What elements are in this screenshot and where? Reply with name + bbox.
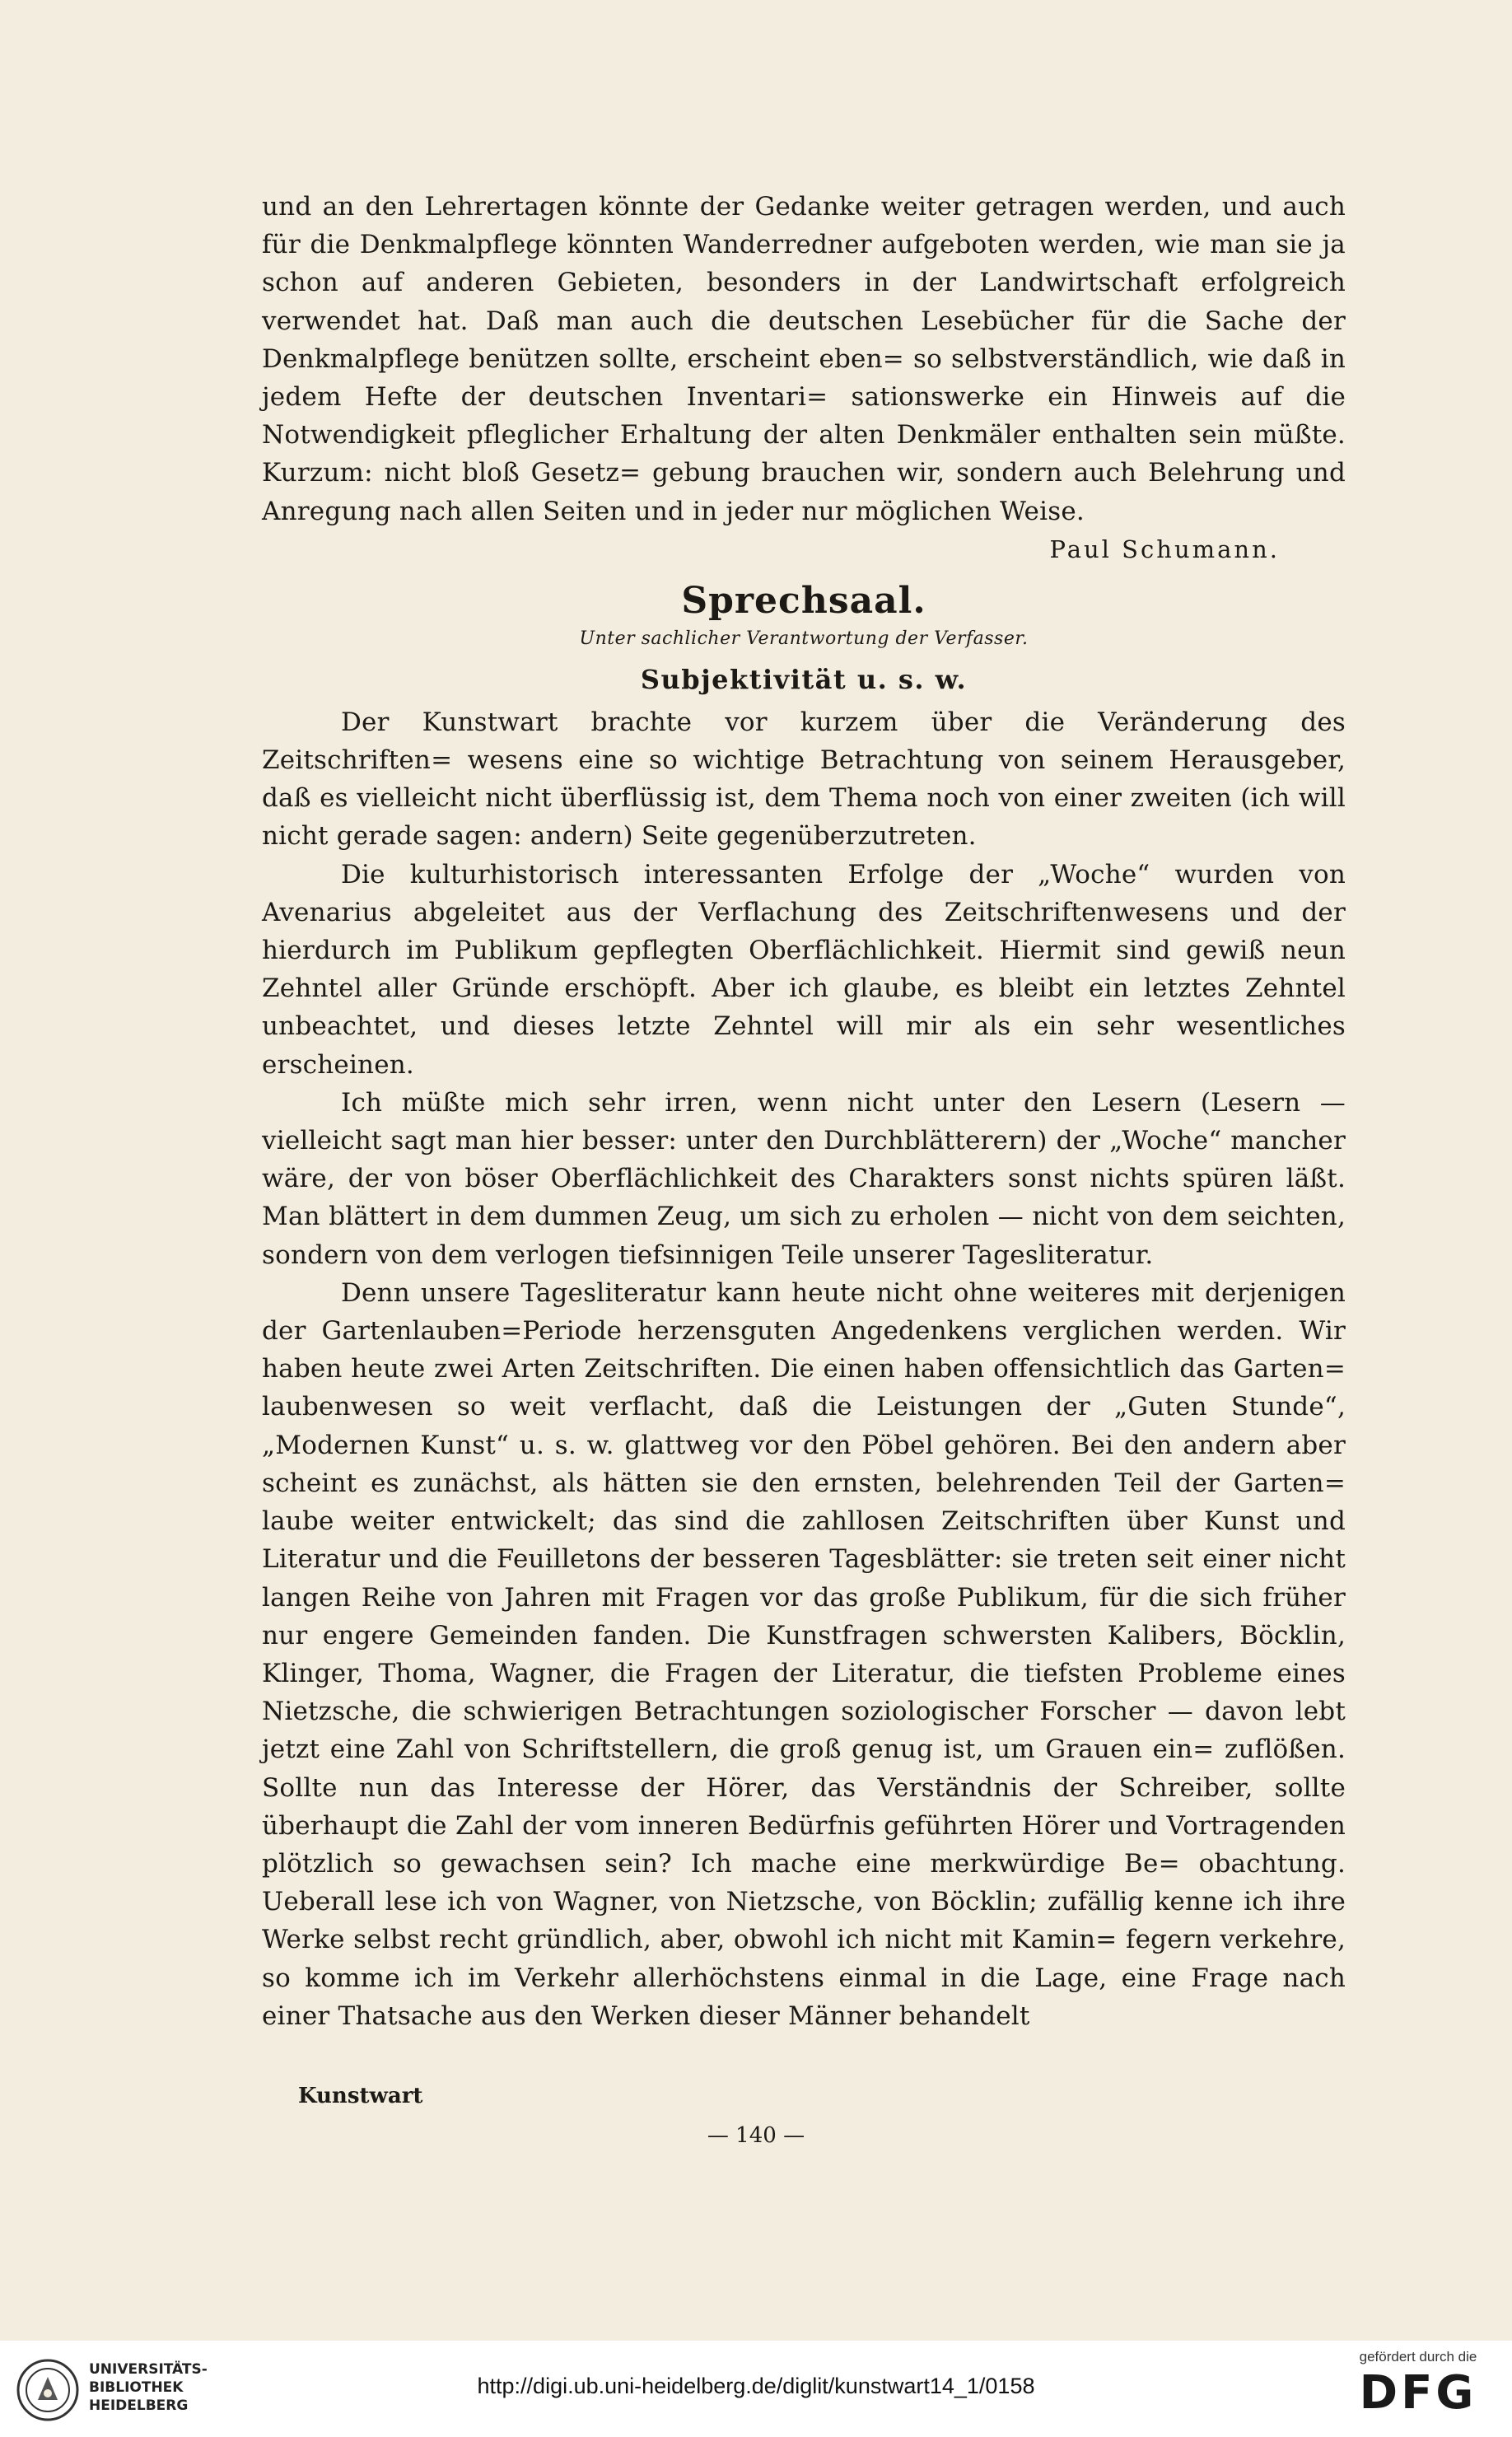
library-name-line: HEIDELBERG bbox=[89, 2397, 189, 2414]
library-name-line: UNIVERSITÄTS- bbox=[89, 2361, 208, 2378]
intro-signature: Paul Schumann. bbox=[1049, 535, 1280, 563]
section-heading: Sprechsaal. bbox=[681, 579, 926, 622]
article-paragraph: Der Kunstwart brachte vor kurzem über die Veränderung des Zeitschriften= wesens eine so wichtige Betrachtung von seinem Herausgeber, daß es vielleicht nicht überflüssig ist, dem Thema noch von einer zweiten (ich will nicht gerade sagen: andern) Seite gegenüberzutreten. bbox=[262, 707, 1346, 852]
intro-paragraph bbox=[262, 188, 1346, 563]
page-number: — 140 — bbox=[707, 2123, 805, 2148]
intro-paragraph-text: und an den Lehrertagen könnte der Gedanke weiter getragen werden, und auch für die Denkmalpflege könnten Wanderredner aufgeboten werden, wie man sie ja schon auf anderen Gebieten, besonders in der Landwirtschaft erfolgreich verwendet hat. Daß man auch die deutschen Lesebücher für die Sache der Denkmalpflege benützen sollte, erscheint eben= so selbstverständlich, wie daß in jedem Hefte der deutschen Inventari= sationswerke ein Hinweis auf die Notwendigkeit pfleglicher Erhaltung der alten Denkmäler enthalten sein müßte. Kurzum: nicht bloß Gesetz= gebung brauchen wir, sondern auch Belehrung und Anregung nach allen Seiten und in jeder nur möglichen Weise. bbox=[262, 192, 1346, 526]
sponsor-block bbox=[1336, 2349, 1500, 2418]
library-name-line: BIBLIOTHEK bbox=[89, 2379, 184, 2396]
article-title: Subjektivität u. s. w. bbox=[640, 663, 968, 695]
dfg-logo: DFG bbox=[1359, 2366, 1477, 2420]
article-paragraph: Denn unsere Tagesliteratur kann heute nicht ohne weiteres mit derjenigen der Gartenlauben=Periode herzensguten Angedenkens verglichen werden. Wir haben heute zwei Arten Zeitschriften. Die einen haben offensichtlich das Garten= laubenwesen so weit verflacht, daß die Leistungen der „Guten Stunde“, „Modernen Kunst“ u. s. w. glattweg vor den Pöbel gehören. Bei den andern aber scheint es zunächst, als hätten sie den ernsten, belehrenden Teil der Garten= laube weiter entwickelt; das sind die zahllosen Zeitschriften über Kunst und Literatur und die Feuilletons der besseren Tagesblätter: sie treten seit einer nicht langen Reihe von Jahren mit Fragen vor das große Publikum, für die sich früher nur engere Gemeinden fanden. Die Kunstfragen schwersten Kalibers, Böcklin, Klinger, Thoma, Wagner, die Fragen der Literatur, die tiefsten Probleme eines Nietzsche, die schwierigen Betrachtungen soziologischer Forscher — davon lebt jetzt eine Zahl von Schriftstellern, die groß genug ist, um Grauen ein= zuflößen. Sollte nun das Interesse der Hörer, das Verständnis der Schreiber, sollte überhaupt die Zahl der vom inneren Bedürfnis geführten Hörer und Vortragenden plötzlich so gewachsen sein? Ich mache eine merkwürdige Be= obachtung. Ueberall lese ich von Wagner, von Nietzsche, von Böcklin; zufällig kenne ich ihre Werke selbst recht gründlich, aber, obwohl ich nicht mit Kamin= fegern verkehre, so komme ich im Verkehr allerhöchstens einmal in die Lage, eine Frage nach einer Thatsache aus den Werken dieser Männer behandelt bbox=[262, 1277, 1346, 2031]
section-subtitle: Unter sachlicher Verantwortung der Verfasser. bbox=[579, 628, 1029, 649]
source-url-link[interactable]: http://digi.ub.uni-heidelberg.de/diglit/kunstwart14_1/0158 bbox=[477, 2374, 1035, 2398]
text-column bbox=[262, 188, 1346, 2035]
footer-journal-name: Kunstwart bbox=[298, 2084, 423, 2108]
article-paragraph: Ich müßte mich sehr irren, wenn nicht unter den Lesern (Lesern — vielleicht sagt man hier besser: unter den Durchblätterern) der „Woche“ mancher wäre, der von böser Oberflächlichkeit des Charakters sonst nichts spüren läßt. Man blättert in dem dummen Zeug, um sich zu erholen — nicht von dem seichten, sondern von dem verlogen tiefsinnigen Teile unserer Tagesliteratur. bbox=[262, 1087, 1346, 1270]
article-paragraph: Die kulturhistorisch interessanten Erfolge der „Woche“ wurden von Avenarius abgeleitet aus der Verflachung des Zeitschriftenwesens und der hierdurch im Publikum gepflegten Oberflächlichkeit. Hiermit sind gewiß neun Zehntel aller Gründe erschöpft. Aber ich glaube, es bleibt ein letztes Zehntel unbeachtet, und dieses letzte Zehntel will mir als ein sehr wesentliches erscheinen. bbox=[262, 859, 1346, 1080]
sponsor-label: gefördert durch die bbox=[1359, 2349, 1477, 2365]
